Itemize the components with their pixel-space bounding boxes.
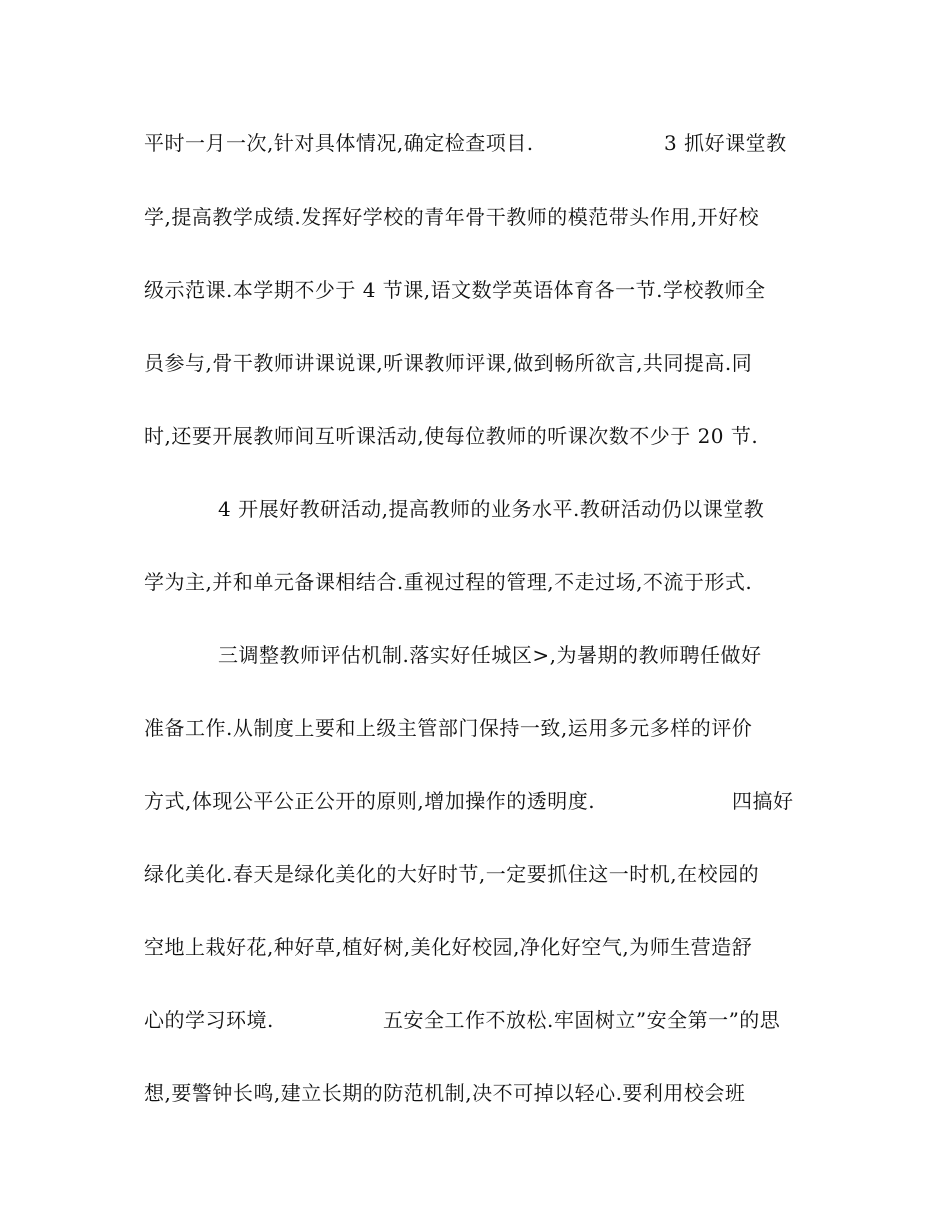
paragraph-start-3: 三调整教师评估机制.落实好任城区>,为暑期的教师聘任做好 xyxy=(218,643,762,667)
paragraph-start-4: 4 开展好教研活动,提高教师的业务水平.教研活动仍以课堂教 xyxy=(218,497,765,521)
text-line-1: 平时一月一次,针对具体情况,确定检查项目. xyxy=(144,131,534,155)
text-line-1-segment: 3 抓好课堂教 xyxy=(664,131,787,155)
text-line-9: 准备工作.从制度上要和上级主管部门保持一致,运用多元多样的评价 xyxy=(144,716,753,740)
text-line-5: 时,还要开展教师间互听课活动,使每位教师的听课次数不少于 20 节. xyxy=(144,424,759,448)
text-line-11: 绿化美化.春天是绿化美化的大好时节,一定要抓住这一时机,在校园的 xyxy=(144,862,760,886)
text-line-10: 方式,体现公平公正公开的原则,增加操作的透明度. xyxy=(144,789,596,813)
text-line-10-segment: 四搞好 xyxy=(732,789,794,813)
text-line-12: 空地上栽好花,种好草,植好树,美化好校园,净化好空气,为师生营造舒 xyxy=(144,935,753,959)
text-line-13-segment: 五安全工作不放松.牢固树立”安全第一”的思 xyxy=(383,1008,781,1032)
text-line-2: 学,提高教学成绩.发挥好学校的青年骨干教师的模范带头作用,开好校 xyxy=(144,205,760,229)
text-line-7: 学为主,并和单元备课相结合.重视过程的管理,不走过场,不流于形式. xyxy=(144,570,753,594)
text-line-13: 心的学习环境. xyxy=(144,1008,274,1032)
text-line-14: 想,要警钟长鸣,建立长期的防范机制,决不可掉以轻心.要利用校会班 xyxy=(144,1081,746,1105)
text-line-3: 级示范课.本学期不少于 4 节课,语文数学英语体育各一节.学校教师全 xyxy=(144,278,766,302)
text-line-4: 员参与,骨干教师讲课说课,听课教师评课,做到畅所欲言,共同提高.同 xyxy=(144,351,753,375)
